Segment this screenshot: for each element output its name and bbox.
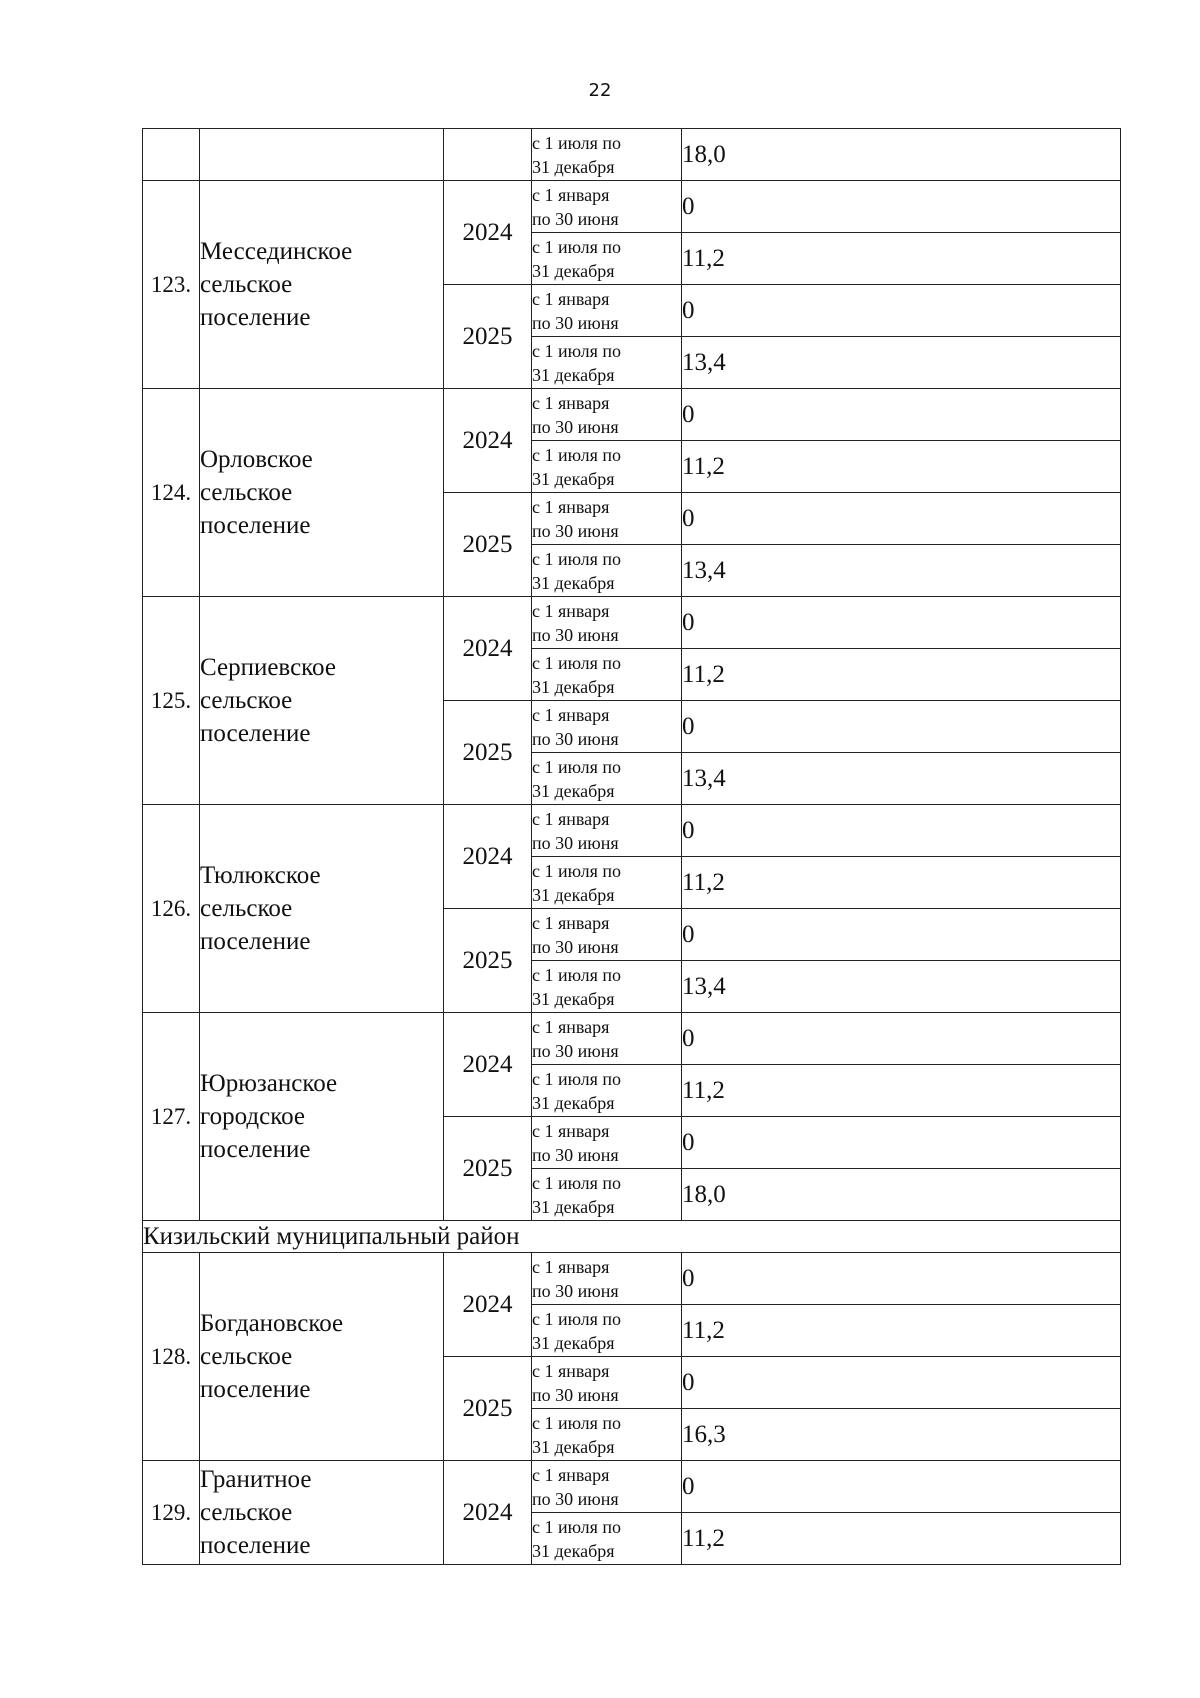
value-cell: 18,0 [682,129,1121,181]
page-number: 22 [588,80,612,101]
value-cell: 0 [682,909,1121,961]
table-row [143,805,1121,857]
value-cell: 11,2 [682,1513,1121,1565]
section-row [143,1221,1121,1253]
section-heading: Кизильский муниципальный район [143,1221,1121,1253]
entry-number: 129. [143,1461,200,1565]
period-cell: с 1 июля по 31 декабря [532,649,682,701]
value-cell: 0 [682,1357,1121,1409]
value-cell: 11,2 [682,233,1121,285]
period-cell: с 1 января по 30 июня [532,1013,682,1065]
year-cell: 2024 [444,805,532,909]
period-cell: с 1 июля по 31 декабря [532,961,682,1013]
period-cell: с 1 июля по 31 декабря [532,337,682,389]
period-cell: с 1 июля по 31 декабря [532,1065,682,1117]
period-cell: с 1 июля по 31 декабря [532,1409,682,1461]
value-cell: 11,2 [682,1305,1121,1357]
period-cell: с 1 января по 30 июня [532,597,682,649]
value-cell: 0 [682,493,1121,545]
value-cell: 18,0 [682,1169,1121,1221]
year-cell: 2025 [444,1117,532,1221]
value-cell: 11,2 [682,649,1121,701]
settlement-name [200,129,444,181]
table-row [143,389,1121,441]
period-cell: с 1 января по 30 июня [532,701,682,753]
period-cell: с 1 января по 30 июня [532,1117,682,1169]
value-cell: 13,4 [682,337,1121,389]
value-cell: 0 [682,285,1121,337]
period-cell: с 1 января по 30 июня [532,1357,682,1409]
period-cell: с 1 июля по 31 декабря [532,441,682,493]
value-cell: 13,4 [682,753,1121,805]
settlement-name: Юрюзанское городское поселение [200,1013,444,1221]
period-cell: с 1 января по 30 июня [532,285,682,337]
entry-number: 125. [143,597,200,805]
period-cell: с 1 января по 30 июня [532,805,682,857]
value-cell: 0 [682,701,1121,753]
value-cell: 11,2 [682,1065,1121,1117]
year-cell: 2025 [444,701,532,805]
period-cell: с 1 июля по 31 декабря [532,129,682,181]
value-cell: 13,4 [682,545,1121,597]
value-cell: 0 [682,1117,1121,1169]
entry-number: 127. [143,1013,200,1221]
tariff-table [142,128,1121,1565]
entry-number [143,129,200,181]
entry-number: 124. [143,389,200,597]
table-row [143,1253,1121,1305]
year-cell: 2024 [444,389,532,493]
settlement-name: Мессединское сельское поселение [200,181,444,389]
year-cell [444,129,532,181]
period-cell: с 1 января по 30 июня [532,1253,682,1305]
value-cell: 0 [682,181,1121,233]
year-cell: 2024 [444,181,532,285]
entry-number: 128. [143,1253,200,1461]
table-row [143,1461,1121,1513]
value-cell: 11,2 [682,857,1121,909]
year-cell: 2025 [444,493,532,597]
period-cell: с 1 января по 30 июня [532,181,682,233]
table-row [143,181,1121,233]
value-cell: 0 [682,1461,1121,1513]
settlement-name: Гранитное сельское поселение [200,1461,444,1565]
table-row [143,597,1121,649]
value-cell: 0 [682,805,1121,857]
period-cell: с 1 января по 30 июня [532,389,682,441]
year-cell: 2024 [444,1013,532,1117]
period-cell: с 1 июля по 31 декабря [532,233,682,285]
period-cell: с 1 июля по 31 декабря [532,857,682,909]
year-cell: 2025 [444,285,532,389]
settlement-name: Серпиевское сельское поселение [200,597,444,805]
period-cell: с 1 января по 30 июня [532,909,682,961]
period-cell: с 1 июля по 31 декабря [532,1305,682,1357]
period-cell: с 1 июля по 31 декабря [532,753,682,805]
year-cell: 2024 [444,597,532,701]
value-cell: 0 [682,597,1121,649]
value-cell: 11,2 [682,441,1121,493]
settlement-name: Орловское сельское поселение [200,389,444,597]
period-cell: с 1 июля по 31 декабря [532,1169,682,1221]
settlement-name: Богдановское сельское поселение [200,1253,444,1461]
year-cell: 2024 [444,1253,532,1357]
year-cell: 2024 [444,1461,532,1565]
period-cell: с 1 июля по 31 декабря [532,545,682,597]
table-row [143,1013,1121,1065]
period-cell: с 1 июля по 31 декабря [532,1513,682,1565]
value-cell: 0 [682,1013,1121,1065]
value-cell: 0 [682,1253,1121,1305]
value-cell: 13,4 [682,961,1121,1013]
period-cell: с 1 января по 30 июня [532,493,682,545]
value-cell: 0 [682,389,1121,441]
entry-number: 126. [143,805,200,1013]
value-cell: 16,3 [682,1409,1121,1461]
period-cell: с 1 января по 30 июня [532,1461,682,1513]
year-cell: 2025 [444,1357,532,1461]
settlement-name: Тюлюкское сельское поселение [200,805,444,1013]
entry-number: 123. [143,181,200,389]
year-cell: 2025 [444,909,532,1013]
table-row [143,129,1121,181]
